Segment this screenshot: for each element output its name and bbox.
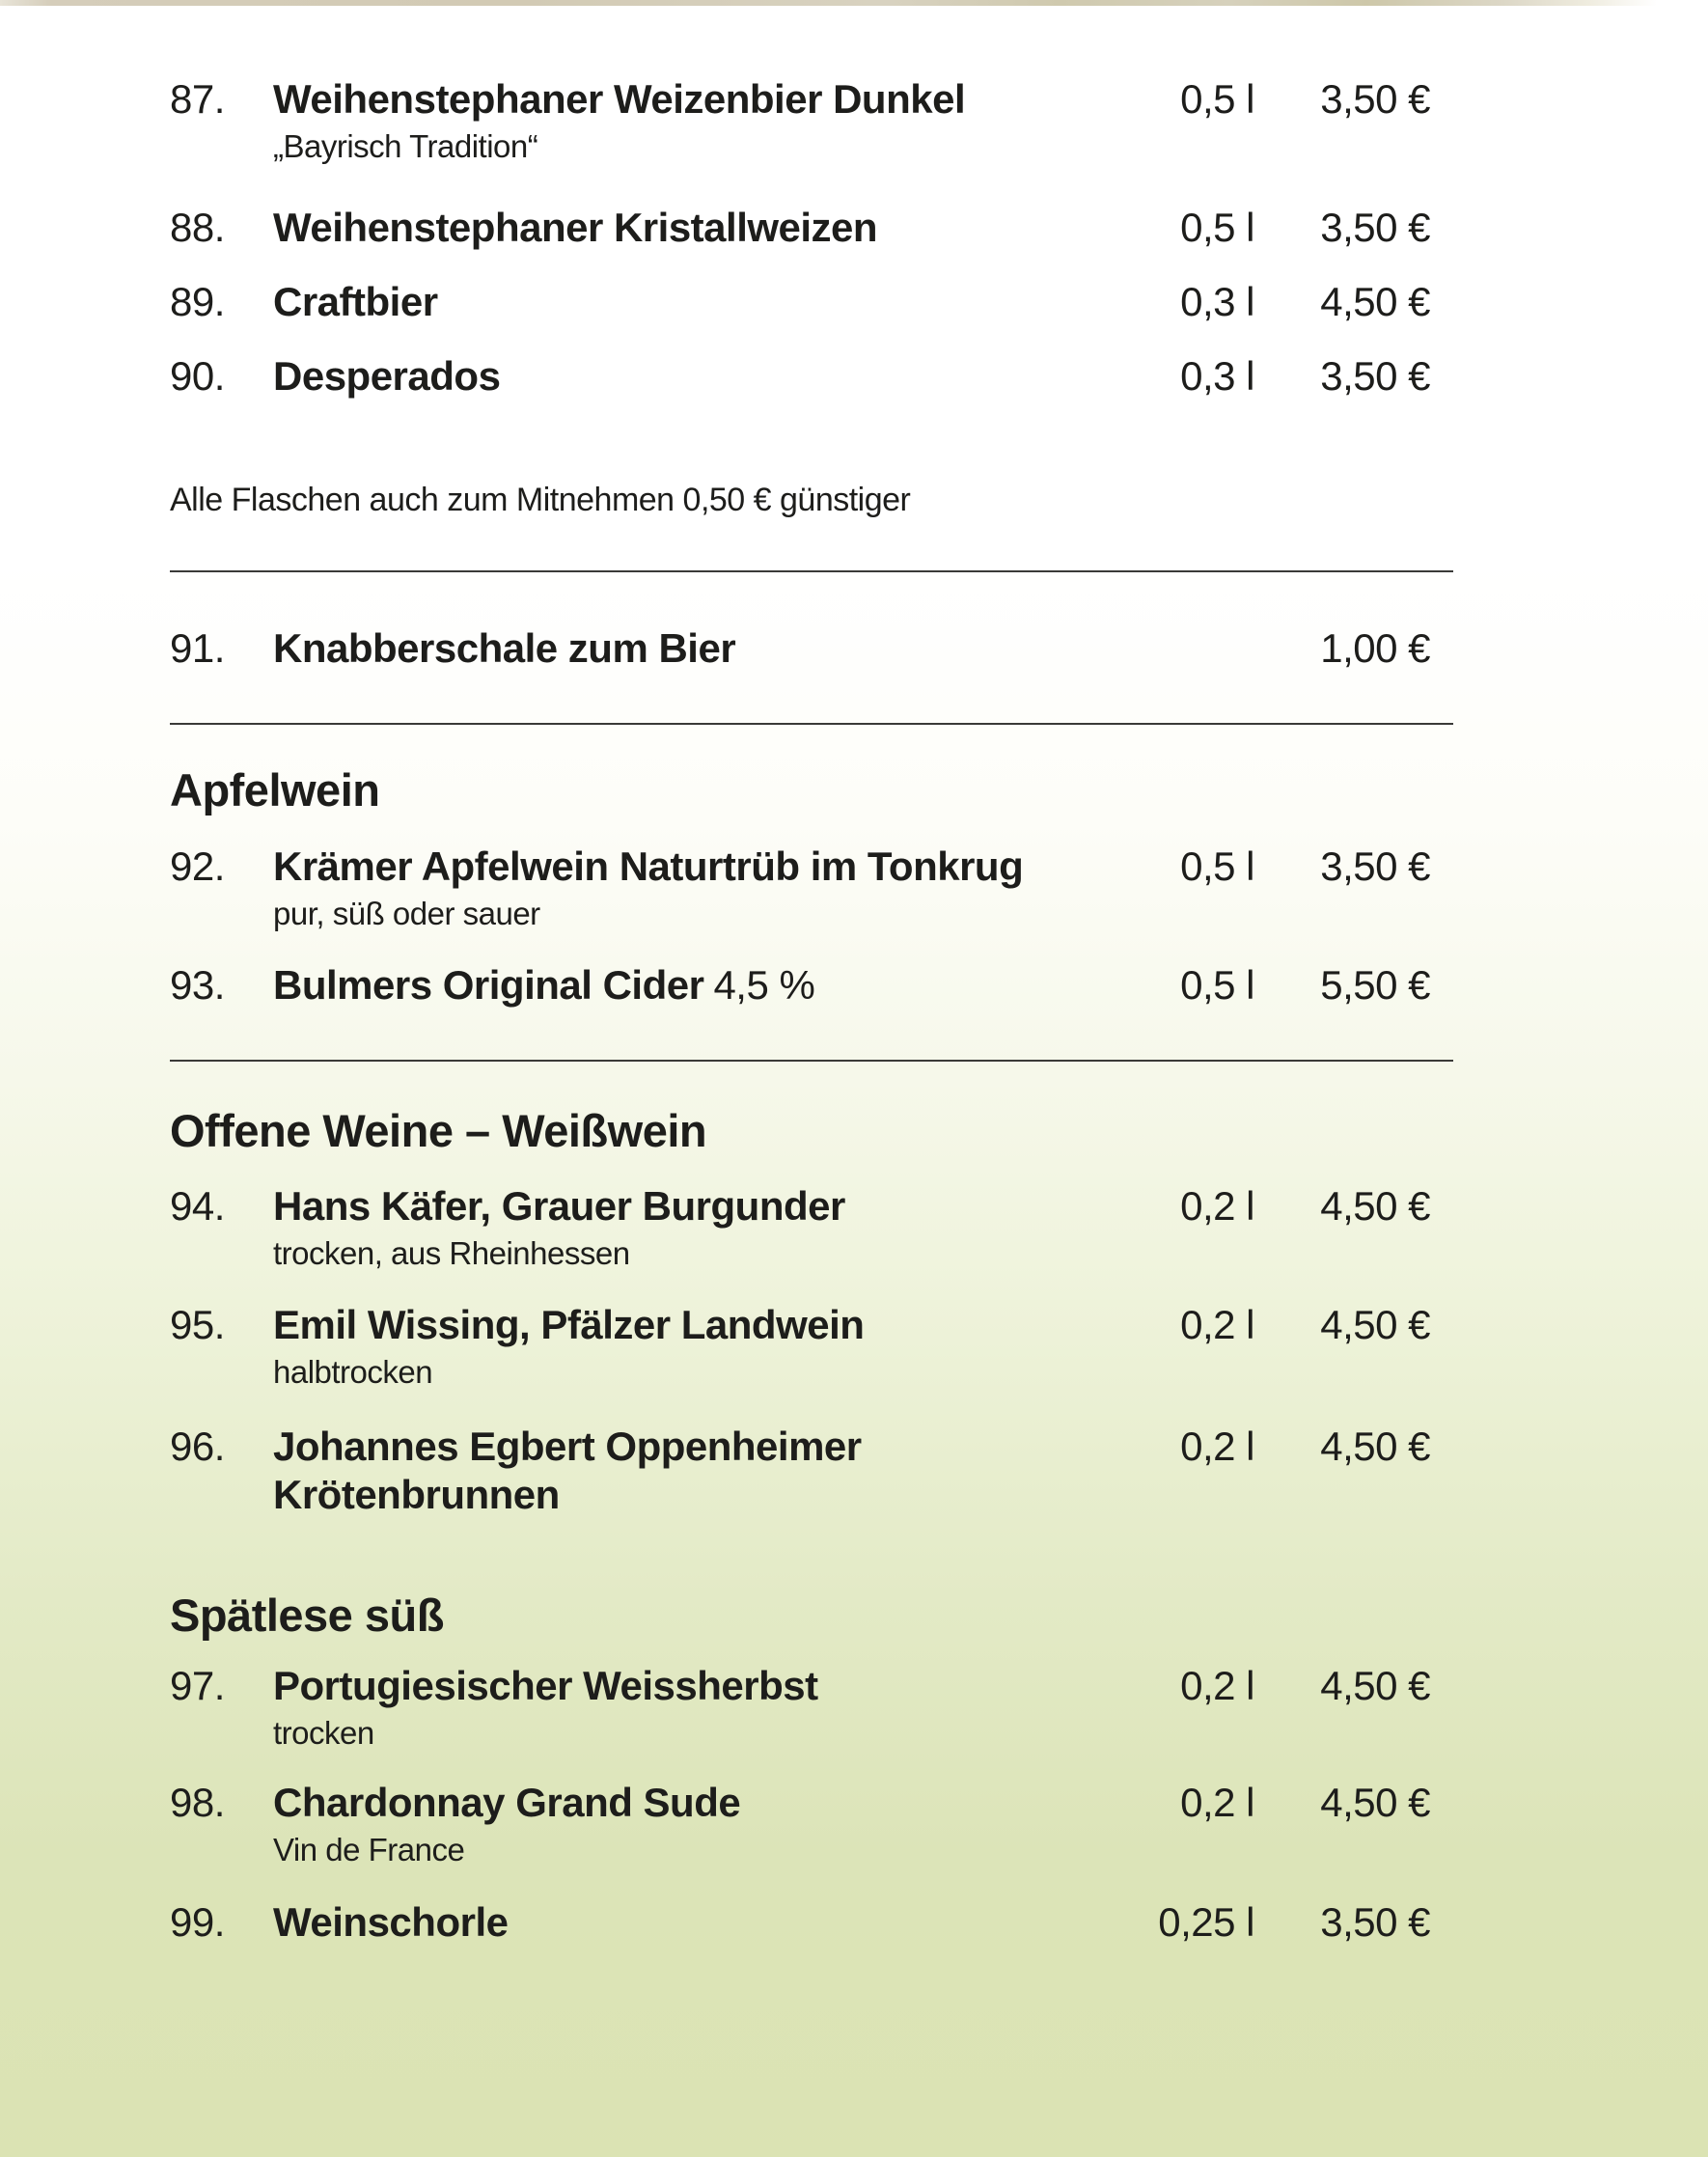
item-volume: 0,5 l: [1180, 205, 1254, 250]
menu-item-row: [170, 1423, 1453, 1519]
menu-item-row: [170, 1898, 1453, 1947]
item-name-block: [273, 624, 1112, 673]
item-number: 93.: [170, 962, 225, 1008]
item-volume: 0,2 l: [1180, 1302, 1254, 1347]
item-description: Vin de France: [273, 1832, 465, 1867]
item-number: 90.: [170, 353, 225, 399]
item-number: 94.: [170, 1183, 225, 1229]
item-number: 89.: [170, 279, 225, 324]
section-divider: [170, 723, 1453, 725]
item-name: Weihenstephaner Kristallweizen: [273, 205, 878, 250]
item-name-block: [273, 1779, 1112, 1869]
item-name: Johannes Egbert Oppenheimer Krötenbrunnen: [273, 1424, 862, 1517]
item-name: Hans Käfer, Grauer Burgunder: [273, 1183, 845, 1229]
menu-page: [170, 6, 1453, 1947]
menu-item-row: [170, 843, 1453, 933]
item-volume: 0,5 l: [1180, 76, 1254, 122]
item-volume: 0,5 l: [1180, 962, 1254, 1008]
item-number: 96.: [170, 1424, 225, 1469]
section-heading-weisswein: Offene Weine – Weißwein: [170, 1105, 707, 1156]
menu-item-row: [170, 1779, 1453, 1869]
item-volume: 0,25 l: [1158, 1899, 1254, 1945]
item-description: trocken: [273, 1715, 374, 1751]
item-name: Desperados: [273, 353, 501, 399]
item-volume: 0,5 l: [1180, 843, 1254, 889]
item-volume: 0,3 l: [1180, 279, 1254, 324]
bottles-takeaway-note: Alle Flaschen auch zum Mitnehmen 0,50 € günstiger: [170, 482, 911, 518]
menu-item-row: [170, 624, 1453, 673]
item-price: 4,50 €: [1320, 1663, 1430, 1708]
item-number: 92.: [170, 843, 225, 889]
item-name: Craftbier: [273, 279, 438, 324]
item-name-block: [273, 352, 1112, 401]
item-name-block: [273, 843, 1112, 933]
menu-item-row: [170, 961, 1453, 1009]
item-number: 88.: [170, 205, 225, 250]
item-volume: 0,2 l: [1180, 1424, 1254, 1469]
item-price: 4,50 €: [1320, 1424, 1430, 1469]
menu-item-row: [170, 278, 1453, 326]
item-description: pur, süß oder sauer: [273, 896, 540, 931]
item-name-block: [273, 1301, 1112, 1392]
item-name-block: [273, 1182, 1112, 1273]
item-description: halbtrocken: [273, 1354, 433, 1390]
item-name: Krämer Apfelwein Naturtrüb im Tonkrug: [273, 843, 1024, 889]
item-number: 99.: [170, 1899, 225, 1945]
menu-item-row: [170, 1301, 1453, 1392]
menu-item-row: [170, 352, 1453, 401]
item-price: 3,50 €: [1320, 353, 1430, 399]
item-name-block: [273, 961, 1112, 1009]
item-price: 4,50 €: [1320, 279, 1430, 324]
menu-item-row: [170, 1182, 1453, 1273]
item-price: 4,50 €: [1320, 1183, 1430, 1229]
section-divider: [170, 1060, 1453, 1062]
item-price: 3,50 €: [1320, 76, 1430, 122]
section-divider: [170, 570, 1453, 572]
item-number: 98.: [170, 1780, 225, 1825]
item-volume: 0,3 l: [1180, 353, 1254, 399]
item-name: Emil Wissing, Pfälzer Landwein: [273, 1302, 865, 1347]
item-volume: 0,2 l: [1180, 1183, 1254, 1229]
menu-item-row: [170, 204, 1453, 252]
item-price: 3,50 €: [1320, 205, 1430, 250]
item-name: [273, 961, 1112, 1009]
menu-item-row: [170, 75, 1453, 166]
item-description: „Bayrisch Tradition“: [273, 128, 538, 164]
item-price: 1,00 €: [1320, 625, 1430, 671]
item-abv: 4,5 %: [713, 962, 815, 1008]
item-volume: 0,2 l: [1180, 1663, 1254, 1708]
item-name: Weihenstephaner Weizenbier Dunkel: [273, 76, 966, 122]
section-heading-apfelwein: Apfelwein: [170, 764, 380, 816]
item-number: 91.: [170, 625, 225, 671]
item-number: 97.: [170, 1663, 225, 1708]
item-name: Portugiesischer Weissherbst: [273, 1663, 818, 1708]
item-name: Knabberschale zum Bier: [273, 625, 736, 671]
item-price: 5,50 €: [1320, 962, 1430, 1008]
item-price: 4,50 €: [1320, 1780, 1430, 1825]
item-name: Chardonnay Grand Sude: [273, 1780, 741, 1825]
item-price: 3,50 €: [1320, 843, 1430, 889]
item-name-block: [273, 75, 1112, 166]
item-description: trocken, aus Rheinhessen: [273, 1235, 630, 1271]
item-number: 87.: [170, 76, 225, 122]
item-name-text: Bulmers Original Cider: [273, 962, 704, 1008]
item-name: Weinschorle: [273, 1899, 509, 1945]
item-name-block: [273, 1898, 1112, 1947]
item-number: 95.: [170, 1302, 225, 1347]
item-name-block: [273, 278, 1112, 326]
section-heading-spaetlese: Spätlese süß: [170, 1590, 444, 1641]
item-price: 3,50 €: [1320, 1899, 1430, 1945]
item-name-block: [273, 1423, 1112, 1519]
item-name-block: [273, 204, 1112, 252]
item-price: 4,50 €: [1320, 1302, 1430, 1347]
item-name-block: [273, 1662, 1112, 1753]
item-volume: 0,2 l: [1180, 1780, 1254, 1825]
menu-item-row: [170, 1662, 1453, 1753]
